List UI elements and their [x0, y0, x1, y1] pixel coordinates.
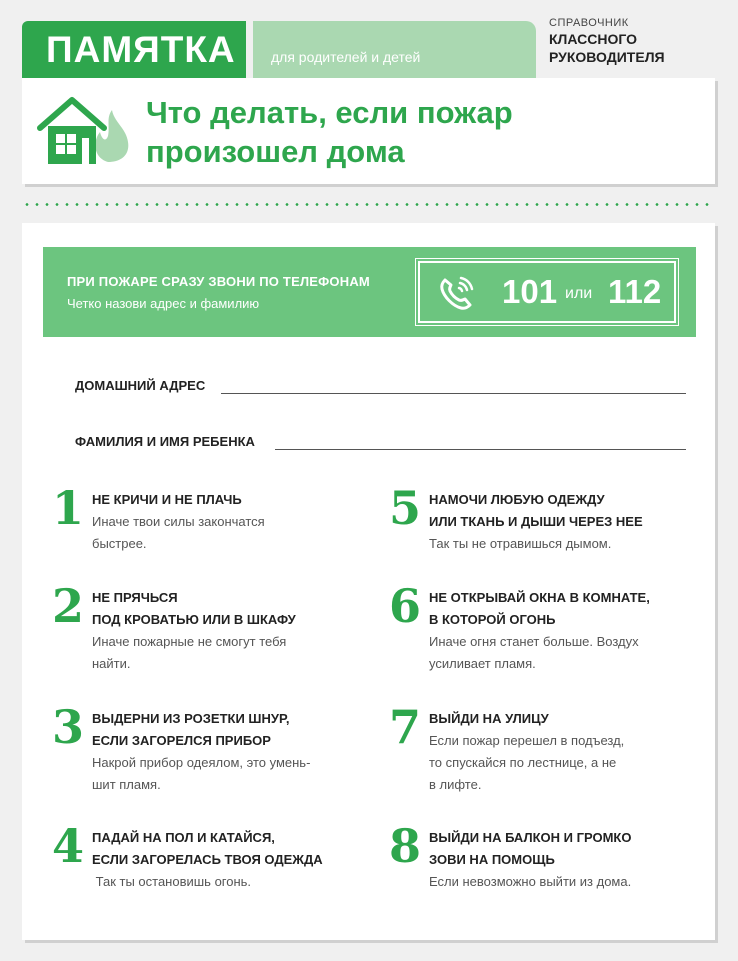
tip-heading: НЕ ОТКРЫВАЙ ОКНА В КОМНАТЕ,: [429, 590, 650, 605]
tip-heading: В КОТОРОЙ ОГОНЬ: [429, 612, 556, 627]
tip-description: быстрее.: [92, 536, 147, 551]
tip-number: 6: [389, 579, 422, 633]
tip-description: Иначе пожарные не смогут тебя: [92, 634, 287, 649]
page-title: [146, 94, 513, 172]
memo-tag: ПАМЯТКА: [22, 21, 246, 78]
tip-number: 8: [389, 819, 422, 873]
house-fire-icon: [36, 92, 136, 170]
tip-description: Иначе огня станет больше. Воздух: [429, 634, 639, 649]
tip-heading: НЕ КРИЧИ И НЕ ПЛАЧЬ: [92, 492, 242, 507]
ref-line2: РУКОВОДИТЕЛЯ: [549, 49, 665, 66]
tip-heading: ПАДАЙ НА ПОЛ И КАТАЙСЯ,: [92, 830, 275, 845]
tip-description: Накрой прибор одеялом, это умень-: [92, 755, 311, 770]
address-label: ДОМАШНИЙ АДРЕС: [75, 378, 206, 393]
tip-heading: ВЫДЕРНИ ИЗ РОЗЕТКИ ШНУР,: [92, 711, 290, 726]
address-line: [221, 393, 686, 394]
ref-small: СПРАВОЧНИК: [549, 17, 629, 29]
phone-number-112: 112: [608, 273, 662, 310]
title-line2: произошел дома: [146, 133, 405, 169]
tip-heading: ЕСЛИ ЗАГОРЕЛСЯ ПРИБОР: [92, 733, 271, 748]
tip-heading: НЕ ПРЯЧЬСЯ: [92, 590, 178, 605]
tip-description: найти.: [92, 656, 131, 671]
tip-description: Так ты не отравишься дымом.: [429, 536, 612, 551]
main-card: [22, 223, 715, 940]
tip-heading: ИЛИ ТКАНЬ И ДЫШИ ЧЕРЕЗ НЕЕ: [429, 514, 643, 529]
ref-line1: КЛАССНОГО: [549, 31, 637, 48]
title-box: [22, 78, 715, 184]
tip-description: Иначе твои силы закончатся: [92, 514, 265, 529]
tip-description: Так ты остановишь огонь.: [92, 874, 252, 889]
tip-number: 5: [389, 481, 422, 535]
tip-heading: ВЫЙДИ НА УЛИЦУ: [429, 711, 549, 726]
audience-tag: для родителей и детей: [253, 21, 536, 78]
tip-heading: ВЫЙДИ НА БАЛКОН И ГРОМКО: [429, 830, 632, 845]
banner-heading: ПРИ ПОЖАРЕ СРАЗУ ЗВОНИ ПО ТЕЛЕФОНАМ: [67, 274, 370, 289]
tip-number: 3: [52, 700, 85, 754]
tip-description: в лифте.: [429, 777, 482, 792]
tip-heading: ЕСЛИ ЗАГОРЕЛАСЬ ТВОЯ ОДЕЖДА: [92, 852, 323, 867]
tip-number: 2: [52, 579, 85, 633]
tip-heading: ПОД КРОВАТЬЮ ИЛИ В ШКАФУ: [92, 612, 296, 627]
dotted-divider: [22, 203, 715, 206]
tip-heading: НАМОЧИ ЛЮБУЮ ОДЕЖДУ: [429, 492, 605, 507]
tip-heading: ЗОВИ НА ПОМОЩЬ: [429, 852, 555, 867]
child-name-label: ФАМИЛИЯ И ИМЯ РЕБЕНКА: [75, 434, 255, 449]
tip-description: Если невозможно выйти из дома.: [429, 874, 632, 889]
phone-or-label: или: [565, 285, 593, 302]
tip-number: 1: [52, 481, 85, 535]
tip-description: Если пожар перешел в подъезд,: [429, 733, 625, 748]
phone-numbers-box: [418, 261, 676, 323]
child-name-line: [275, 449, 686, 450]
tip-number: 7: [389, 700, 422, 754]
emergency-banner: [43, 247, 696, 337]
reference-label: [549, 16, 665, 67]
tip-description: усиливает пламя.: [429, 656, 536, 671]
tip-description: то спускайся по лестнице, а не: [429, 755, 617, 770]
phone-icon: [436, 274, 476, 314]
banner-subtext: Четко назови адрес и фамилию: [67, 296, 260, 311]
phone-number-101: 101: [502, 273, 558, 310]
tip-description: шит пламя.: [92, 777, 161, 792]
tip-number: 4: [52, 819, 85, 873]
title-line1: Что делать, если пожар: [146, 95, 513, 130]
